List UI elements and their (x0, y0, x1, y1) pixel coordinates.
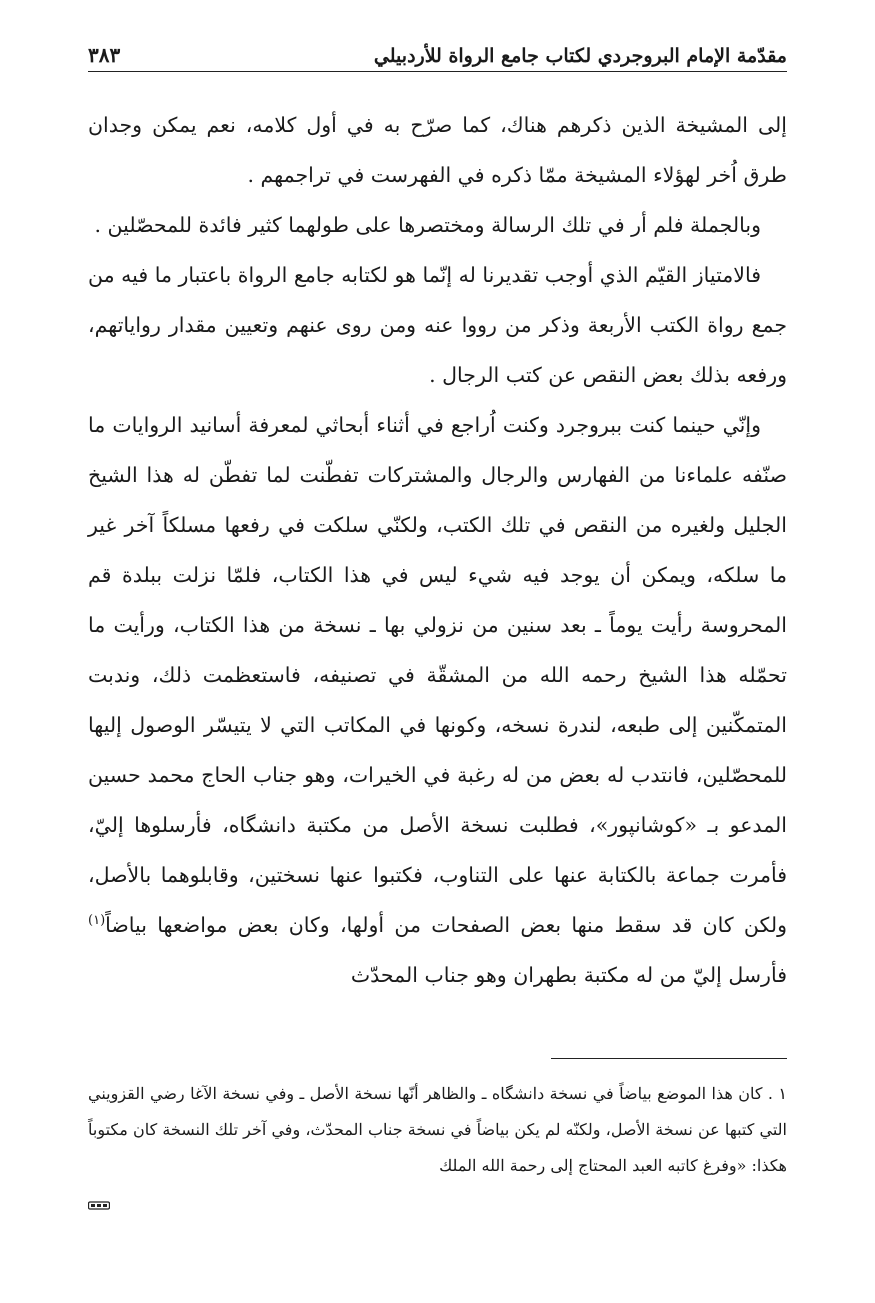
paragraph: فالامتياز القيّم الذي أوجب تقديرنا له إنّما هو لكتابه جامع الرواة باعتبار ما فيه من جمع رواة الكتب الأربعة وذكر من رووا عنه ومن روى عنهم وتعيين مقدار رواياتهم، ورفعه بذلك بعض النقص عن كتب الرجال . (88, 263, 787, 387)
footnotes (88, 1076, 787, 1184)
paragraph (88, 400, 787, 1000)
paragraph: إلى المشيخة الذين ذكرهم هناك، كما صرّح به في أول كلامه، نعم يمكن وجدان طرق اُخر لهؤلاء المشيخة ممّا ذكره في الفهرست في تراجمهم . (88, 113, 787, 187)
paragraph-text: وإنّي حينما كنت ببروجرد وكنت اُراجع في أثناء أبحاثي لمعرفة أسانيد الروايات ما صنّفه علماءنا من الفهارس والرجال والمشتركات تفطّنت لما تفطّن له هذا الشيخ الجليل ولغيره من النقص في تلك الكتب، ولكنّي سلكت في رفعها مسلكاً آخر غير ما سلكه، ويمكن أن يوجد فيه شيء ليس في هذا الكتاب، فلمّا نزلت ببلدة قم المحروسة رأيت يوماً ـ بعد سنين من نزولي بها ـ نسخة من هذا الكتاب، ورأيت ما تحمّله هذا الشيخ رحمه الله من المشقّة في تصنيفه، فاستعظمت ذلك، وندبت المتمكّنين إلى طبعه، لندرة نسخه، وكونها في المكاتب التي لا يتيسّر الوصول إليها للمحصّلين، فانتدب له بعض من له رغبة في الخيرات، وهو جناب الحاج محمد حسين المدعو بـ «كوشانپور»، فطلبت نسخة الأصل من مكتبة دانشگاه، فأرسلوها إليّ، فأمرت جماعة بالكتابة عنها على التناوب، فكتبوا عنها نسختين، وقابلوهما بالأصل، ولكن كان قد سقط منها بعض الصفحات من أولها، وكان بعض مواضعها بياضاً (88, 413, 787, 937)
main-text (88, 100, 787, 1000)
footnote-reference[interactable]: (١) (88, 913, 106, 929)
paragraph-tail: فأرسل إليّ من له مكتبة بطهران وهو جناب المحدّث (350, 963, 787, 987)
press-mark-icon (88, 1200, 110, 1211)
footnote-1: ١ . كان هذا الموضع بياضاً في نسخة دانشگاه ـ والظاهر أنّها نسخة الأصل ـ وفي نسخة الآغا رضي القزويني التي كتبها عن نسخة الأصل، ولكنّه لم يكن بياضاً في نسخة جناب المحدّث، وفي آخر تلك النسخة كان مكتوباً هكذا: «وفرغ كاتبه العبد المحتاج إلى رحمة الله الملك (88, 1084, 787, 1175)
page-header (88, 36, 787, 72)
paragraph: وبالجملة فلم أر في تلك الرسالة ومختصرها على طولهما كثير فائدة للمحصّلين . (94, 213, 761, 237)
page-number: ٣٨٣ (88, 43, 121, 67)
running-title: مقدّمة الإمام البروجردي لكتاب جامع الرواة للأردبيلي (373, 45, 787, 67)
footnote-divider (551, 1058, 787, 1059)
